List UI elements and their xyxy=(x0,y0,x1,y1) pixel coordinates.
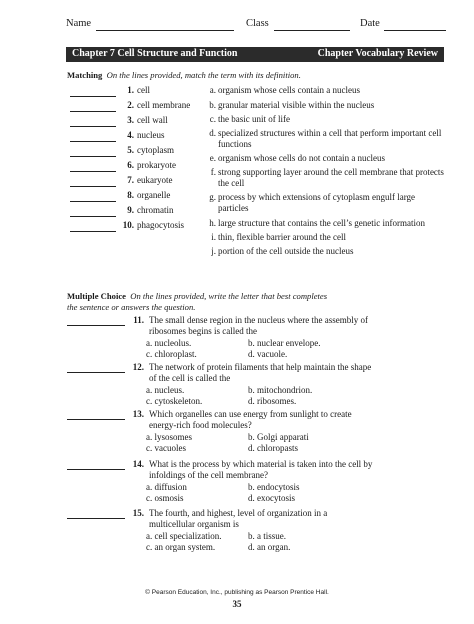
term-label: eukaryote xyxy=(137,175,173,185)
question-number: 15. xyxy=(132,508,144,518)
matching-heading xyxy=(67,70,301,80)
name-field[interactable] xyxy=(96,30,234,31)
answer-blank-15[interactable] xyxy=(67,518,125,519)
question-text: The small dense region in the nucleus where the assembly of ribosomes begins is called the xyxy=(149,315,368,336)
definition-letter: e. xyxy=(209,153,216,163)
answer-blank-1[interactable] xyxy=(70,96,116,97)
answer-blank-5[interactable] xyxy=(70,156,116,157)
term-label: cytoplasm xyxy=(137,145,174,155)
definition-letter: h. xyxy=(209,218,216,228)
option-c: c. an organ system. xyxy=(146,542,216,552)
term-number: 1. xyxy=(127,85,134,95)
mc-instructions-2: the sentence or answers the question. xyxy=(67,302,196,312)
definition-text: portion of the cell outside the nucleus xyxy=(218,246,354,256)
option-c: c. vacuoles xyxy=(146,443,186,453)
question-text: The network of protein filaments that help maintain the shape of the cell is called the xyxy=(149,362,372,383)
answer-blank-10[interactable] xyxy=(70,231,116,232)
definition-text: the basic unit of life xyxy=(218,114,290,124)
term-number: 2. xyxy=(127,100,134,110)
question-number: 12. xyxy=(132,362,144,372)
option-a: a. lysosomes xyxy=(146,432,192,442)
question-text: What is the process by which material is taken into the cell by infoldings of the cell membrane? xyxy=(149,459,373,480)
term-number: 4. xyxy=(127,130,134,140)
definition-letter: a. xyxy=(209,85,216,95)
term-number: 8. xyxy=(127,190,134,200)
definition-letter: i. xyxy=(211,232,216,242)
answer-blank-8[interactable] xyxy=(70,201,116,202)
option-a: a. cell specialization. xyxy=(146,531,222,541)
option-d: d. an organ. xyxy=(248,542,291,552)
term-label: chromatin xyxy=(137,205,174,215)
answer-blank-13[interactable] xyxy=(67,419,125,420)
multiple-choice-heading xyxy=(67,291,327,313)
term-label: prokaryote xyxy=(137,160,176,170)
term-number: 9. xyxy=(127,205,134,215)
class-field[interactable] xyxy=(274,30,350,31)
answer-blank-11[interactable] xyxy=(67,325,125,326)
answer-blank-3[interactable] xyxy=(70,126,116,127)
definition-letter: f. xyxy=(210,167,216,177)
mc-title: Multiple Choice xyxy=(67,291,126,301)
definition-letter: b. xyxy=(209,100,216,110)
option-b: b. nuclear envelope. xyxy=(248,338,321,348)
term-label: nucleus xyxy=(137,130,165,140)
term-number: 6. xyxy=(127,160,134,170)
definition-text: large structure that contains the cell’s genetic information xyxy=(218,218,426,228)
definition-text: strong supporting layer around the cell membrane that protects the cell xyxy=(218,167,444,188)
answer-blank-9[interactable] xyxy=(70,216,116,217)
term-number: 10. xyxy=(122,220,134,230)
term-number: 3. xyxy=(127,115,134,125)
definition-letter: j. xyxy=(211,246,216,256)
answer-blank-2[interactable] xyxy=(70,111,116,112)
question-number: 14. xyxy=(132,459,144,469)
matching-instructions: On the lines provided, match the term with its definition. xyxy=(106,70,301,80)
term-label: cell wall xyxy=(137,115,168,125)
option-a: a. nucleolus. xyxy=(146,338,192,348)
option-d: d. exocytosis xyxy=(248,493,295,503)
definition-letter: g. xyxy=(209,192,216,202)
question-text: Which organelles can use energy from sunlight to create energy-rich food molecules? xyxy=(149,409,352,430)
mc-instructions-1: On the lines provided, write the letter that best completes xyxy=(130,291,328,301)
date-label: Date xyxy=(360,18,380,29)
answer-blank-12[interactable] xyxy=(67,372,125,373)
definition-text: specialized structures within a cell that perform important cell functions xyxy=(218,128,442,149)
option-b: b. endocytosis xyxy=(248,482,300,492)
option-b: b. mitochondrion. xyxy=(248,385,313,395)
option-d: d. ribosomes. xyxy=(248,396,297,406)
question-number: 11. xyxy=(133,315,144,325)
option-c: c. cytoskeleton. xyxy=(146,396,203,406)
option-a: a. diffusion xyxy=(146,482,187,492)
option-d: d. chloropasts xyxy=(248,443,298,453)
class-label: Class xyxy=(246,18,269,29)
answer-blank-6[interactable] xyxy=(70,171,116,172)
answer-blank-14[interactable] xyxy=(67,469,125,470)
option-c: c. chloroplast. xyxy=(146,349,197,359)
term-label: cell xyxy=(137,85,150,95)
name-label: Name xyxy=(66,18,92,29)
matching-title: Matching xyxy=(67,70,103,80)
chapter-banner xyxy=(66,47,444,62)
definition-text: granular material visible within the nucleus xyxy=(218,100,375,110)
chapter-title: Chapter 7 Cell Structure and Function xyxy=(72,48,238,59)
term-number: 5. xyxy=(127,145,134,155)
option-d: d. vacuole. xyxy=(248,349,288,359)
option-b: b. a tissue. xyxy=(248,531,286,541)
term-label: phagocytosis xyxy=(137,220,184,230)
definition-text: organism whose cells do not contain a nucleus xyxy=(218,153,386,163)
option-b: b. Golgi apparati xyxy=(248,432,309,442)
copyright-notice: © Pearson Education, Inc., publishing as Pearson Prentice Hall. xyxy=(145,589,329,596)
answer-blank-4[interactable] xyxy=(70,141,116,142)
vocab-review-title: Chapter Vocabulary Review xyxy=(317,48,438,59)
definition-letter: c. xyxy=(209,114,216,124)
date-field[interactable] xyxy=(384,30,446,31)
definition-text: process by which extensions of cytoplasm engulf large particles xyxy=(218,192,416,213)
question-number: 13. xyxy=(132,409,144,419)
question-text: The fourth, and highest, level of organization in a multicellular organism is xyxy=(149,508,328,529)
option-a: a. nucleus. xyxy=(146,385,185,395)
definition-text: organism whose cells contain a nucleus xyxy=(218,85,361,95)
option-c: c. osmosis xyxy=(146,493,184,503)
definition-letter: d. xyxy=(209,128,216,138)
page-number: 35 xyxy=(232,599,242,609)
definition-text: thin, flexible barrier around the cell xyxy=(218,232,346,242)
term-label: cell membrane xyxy=(137,100,191,110)
term-number: 7. xyxy=(127,175,134,185)
answer-blank-7[interactable] xyxy=(70,186,116,187)
term-label: organelle xyxy=(137,190,171,200)
